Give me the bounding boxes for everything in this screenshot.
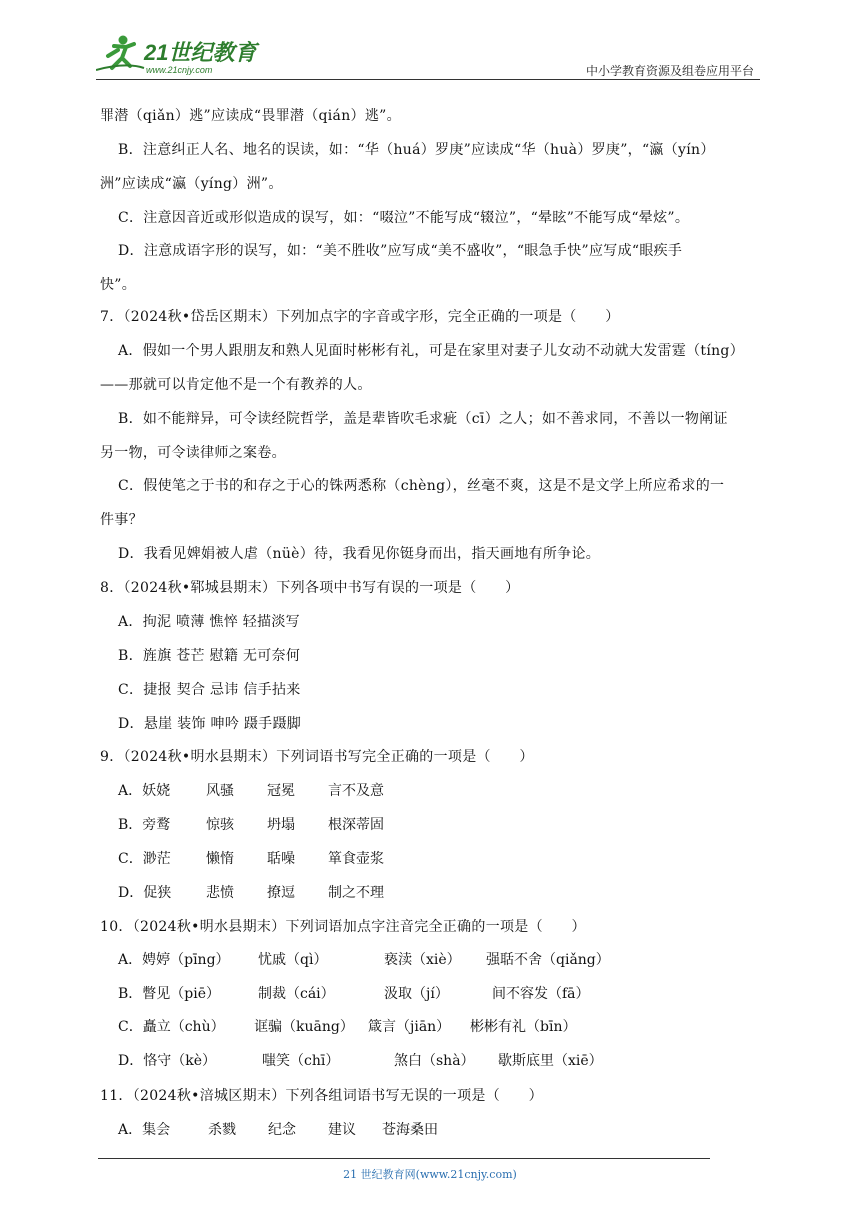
- text-line: 罪潜（qiǎn）逃”应读成“畏罪潜（qián）逃”。: [100, 108, 401, 124]
- question-11: 11．（2024秋•涪城区期末）下列各组词语书写无误的一项是（ ）: [100, 1088, 543, 1104]
- logo-sub-text: www.21cnjy.com: [146, 65, 213, 75]
- text-line: C．注意因音近或形似造成的误写，如：“啜泣”不能写成“辍泣”，“晕眩”不能写成“晕炫”。: [118, 210, 690, 226]
- q7-option-c-cont: 件事？: [100, 512, 143, 528]
- text-line: 洲”应读成“瀛（yíng）洲”。: [100, 176, 283, 192]
- q7-option-b-cont: 另一物，可令读律师之案卷。: [100, 445, 286, 461]
- text-line: 快”。: [100, 277, 137, 293]
- runner-icon: [96, 36, 144, 71]
- q7-option-a: A．假如一个男人跟朋友和熟人见面时彬彬有礼，可是在家里对妻子儿女动不动就大发雷霆（tíng）: [118, 343, 744, 359]
- q8-option-c: C．捷报 契合 忌讳 信手拈来: [118, 682, 301, 698]
- q7-option-d: D．我看见婢娟被人虐（nüè）待，我看见你铤身而出，指天画地有所争论。: [118, 546, 601, 562]
- site-logo: [96, 32, 266, 76]
- question-9: 9．（2024秋•明水县期末）下列词语书写完全正确的一项是（ ）: [100, 749, 534, 765]
- question-8: 8．（2024秋•郓城县期末）下列各项中书写有误的一项是（ ）: [100, 580, 520, 596]
- text-line: D．注意成语字形的误写，如：“美不胜收”应写成“美不盛收”，“眼急手快”应写成“眼疾手: [118, 243, 683, 259]
- q8-option-a: A．拘泥 喷薄 憔悴 轻描淡写: [118, 614, 300, 630]
- platform-title: 中小学教育资源及组卷应用平台: [585, 64, 754, 78]
- q7-option-a-cont: ——那就可以肯定他不是一个有教养的人。: [100, 377, 372, 393]
- q8-option-b: B．旌旗 苍芒 慰籍 无可奈何: [118, 648, 301, 664]
- question-10: 10．（2024秋•明水县期末）下列词语加点字注音完全正确的一项是（ ）: [100, 919, 586, 935]
- q7-option-b: B．如不能辩异，可令读经院哲学，盖是辈皆吹毛求疵（cī）之人；如不善求同，不善以一物阐证: [118, 411, 728, 427]
- text-line: B．注意纠正人名、地名的误读，如：“华（huá）罗庚”应读成“华（huà）罗庚”，“瀛（yín）: [118, 142, 715, 158]
- footer-divider: [98, 1158, 710, 1159]
- footer-link[interactable]: 21 世纪教育网(www.21cnjy.com): [343, 1168, 517, 1181]
- logo-main-text: 21世纪教育: [144, 40, 257, 65]
- q7-option-c: C．假使笔之于书的和存之于心的铢两悉称（chèng），丝毫不爽，这是不是文学上所应希求的一: [118, 478, 725, 494]
- question-7: 7．（2024秋•岱岳区期末）下列加点字的字音或字形，完全正确的一项是（ ）: [100, 309, 620, 325]
- header-divider: [96, 79, 760, 80]
- q8-option-d: D．悬崖 装饰 呻吟 蹑手蹑脚: [118, 716, 302, 732]
- page-header: [96, 28, 760, 80]
